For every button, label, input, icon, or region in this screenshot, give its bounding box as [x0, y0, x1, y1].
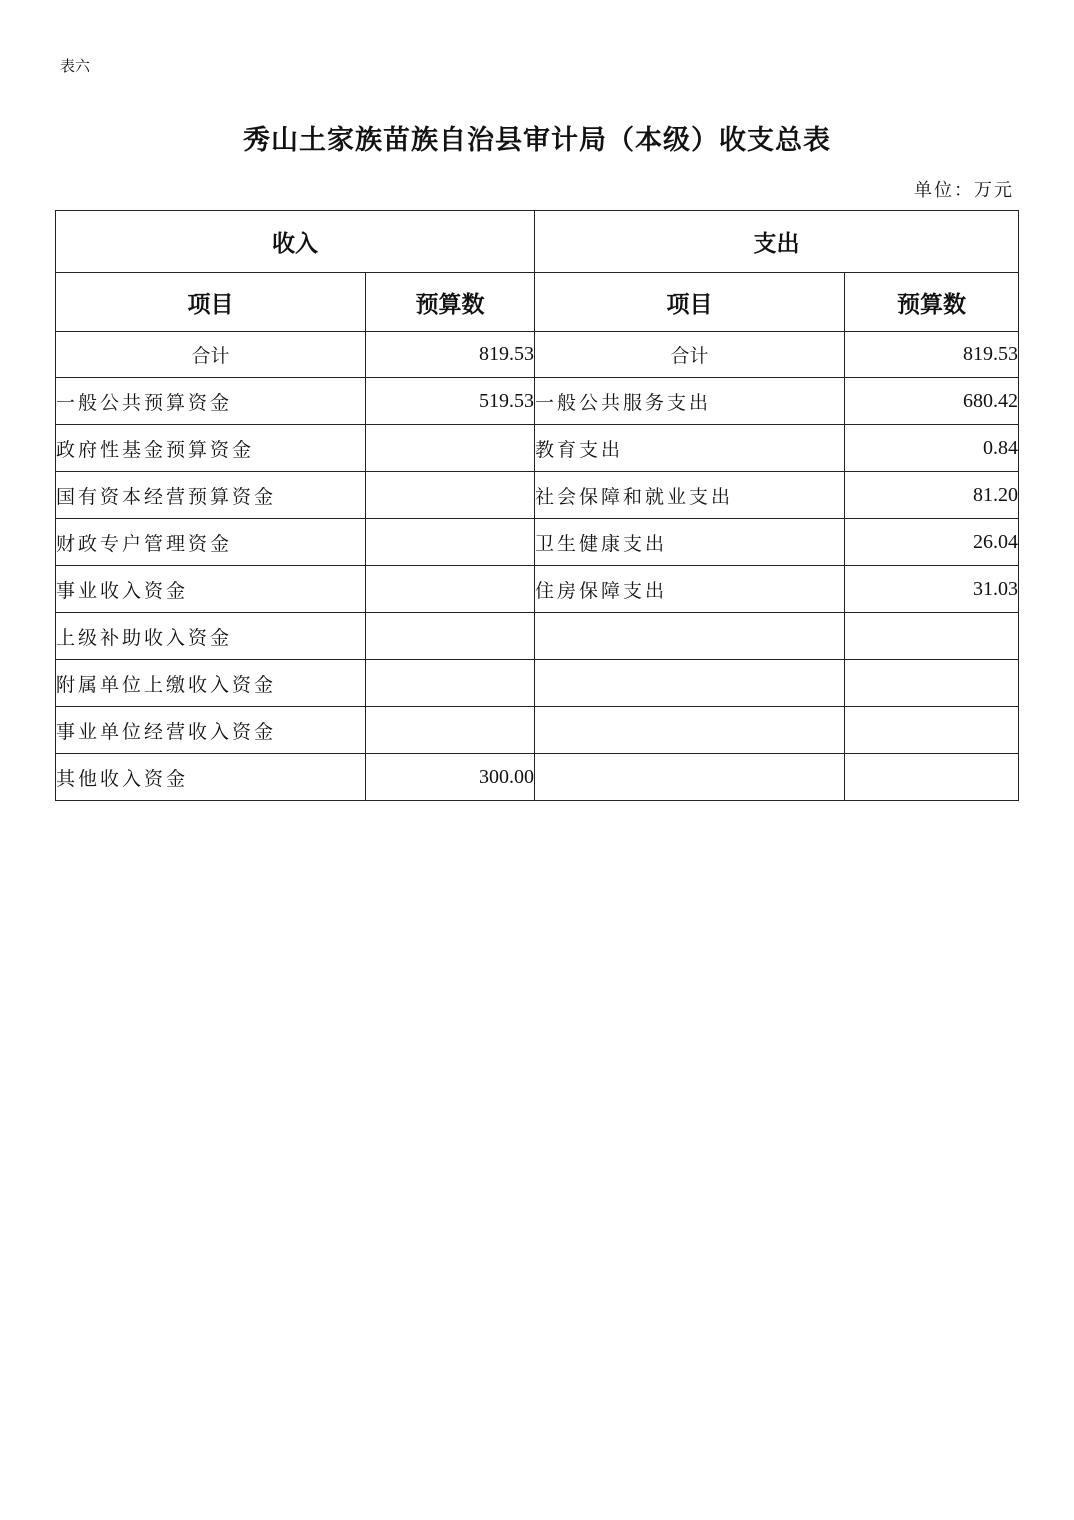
expense-item	[535, 660, 845, 707]
expense-value	[845, 613, 1019, 660]
expense-item: 社会保障和就业支出	[535, 472, 845, 519]
table-row	[56, 519, 1019, 566]
income-item: 政府性基金预算资金	[56, 425, 366, 472]
income-item: 国有资本经营预算资金	[56, 472, 366, 519]
total-row	[56, 332, 1019, 378]
table-row	[56, 707, 1019, 754]
expense-item-column-header: 项目	[535, 273, 845, 332]
income-item: 一般公共预算资金	[56, 378, 366, 425]
page-title: 秀山土家族苗族自治县审计局（本级）收支总表	[243, 125, 831, 156]
income-item: 事业收入资金	[56, 566, 366, 613]
table-row	[56, 613, 1019, 660]
expense-item	[535, 613, 845, 660]
income-item-column-header: 项目	[56, 273, 366, 332]
income-value	[366, 613, 535, 660]
expense-value: 81.20	[845, 472, 1019, 519]
table-row	[56, 425, 1019, 472]
income-value	[366, 660, 535, 707]
table-row	[56, 472, 1019, 519]
income-section-header: 收入	[56, 211, 535, 273]
income-total-label: 合计	[56, 332, 366, 378]
income-total-value: 819.53	[366, 332, 535, 378]
income-item: 财政专户管理资金	[56, 519, 366, 566]
expense-budget-column-header: 预算数	[845, 273, 1019, 332]
column-header-row	[56, 273, 1019, 332]
table-row	[56, 754, 1019, 801]
expense-item: 一般公共服务支出	[535, 378, 845, 425]
table-row	[56, 660, 1019, 707]
expense-item: 卫生健康支出	[535, 519, 845, 566]
income-item: 附属单位上缴收入资金	[56, 660, 366, 707]
expense-item	[535, 754, 845, 801]
page-label: 表六	[60, 57, 91, 75]
expense-item: 教育支出	[535, 425, 845, 472]
expense-total-value: 819.53	[845, 332, 1019, 378]
expense-value: 31.03	[845, 566, 1019, 613]
section-header-row	[56, 211, 1019, 273]
income-value	[366, 472, 535, 519]
income-budget-column-header: 预算数	[366, 273, 535, 332]
table-row	[56, 378, 1019, 425]
unit-label: 单位：万元	[914, 180, 1014, 201]
expense-value: 680.42	[845, 378, 1019, 425]
income-value: 300.00	[366, 754, 535, 801]
income-expense-table	[55, 210, 1019, 801]
income-value: 519.53	[366, 378, 535, 425]
expense-section-header: 支出	[535, 211, 1019, 273]
table-row	[56, 566, 1019, 613]
expense-value	[845, 707, 1019, 754]
expense-value: 0.84	[845, 425, 1019, 472]
expense-item	[535, 707, 845, 754]
income-item: 其他收入资金	[56, 754, 366, 801]
income-value	[366, 519, 535, 566]
expense-value	[845, 754, 1019, 801]
expense-value	[845, 660, 1019, 707]
income-value	[366, 425, 535, 472]
income-item: 事业单位经营收入资金	[56, 707, 366, 754]
expense-total-label: 合计	[535, 332, 845, 378]
expense-item: 住房保障支出	[535, 566, 845, 613]
income-value	[366, 566, 535, 613]
income-item: 上级补助收入资金	[56, 613, 366, 660]
income-value	[366, 707, 535, 754]
expense-value: 26.04	[845, 519, 1019, 566]
